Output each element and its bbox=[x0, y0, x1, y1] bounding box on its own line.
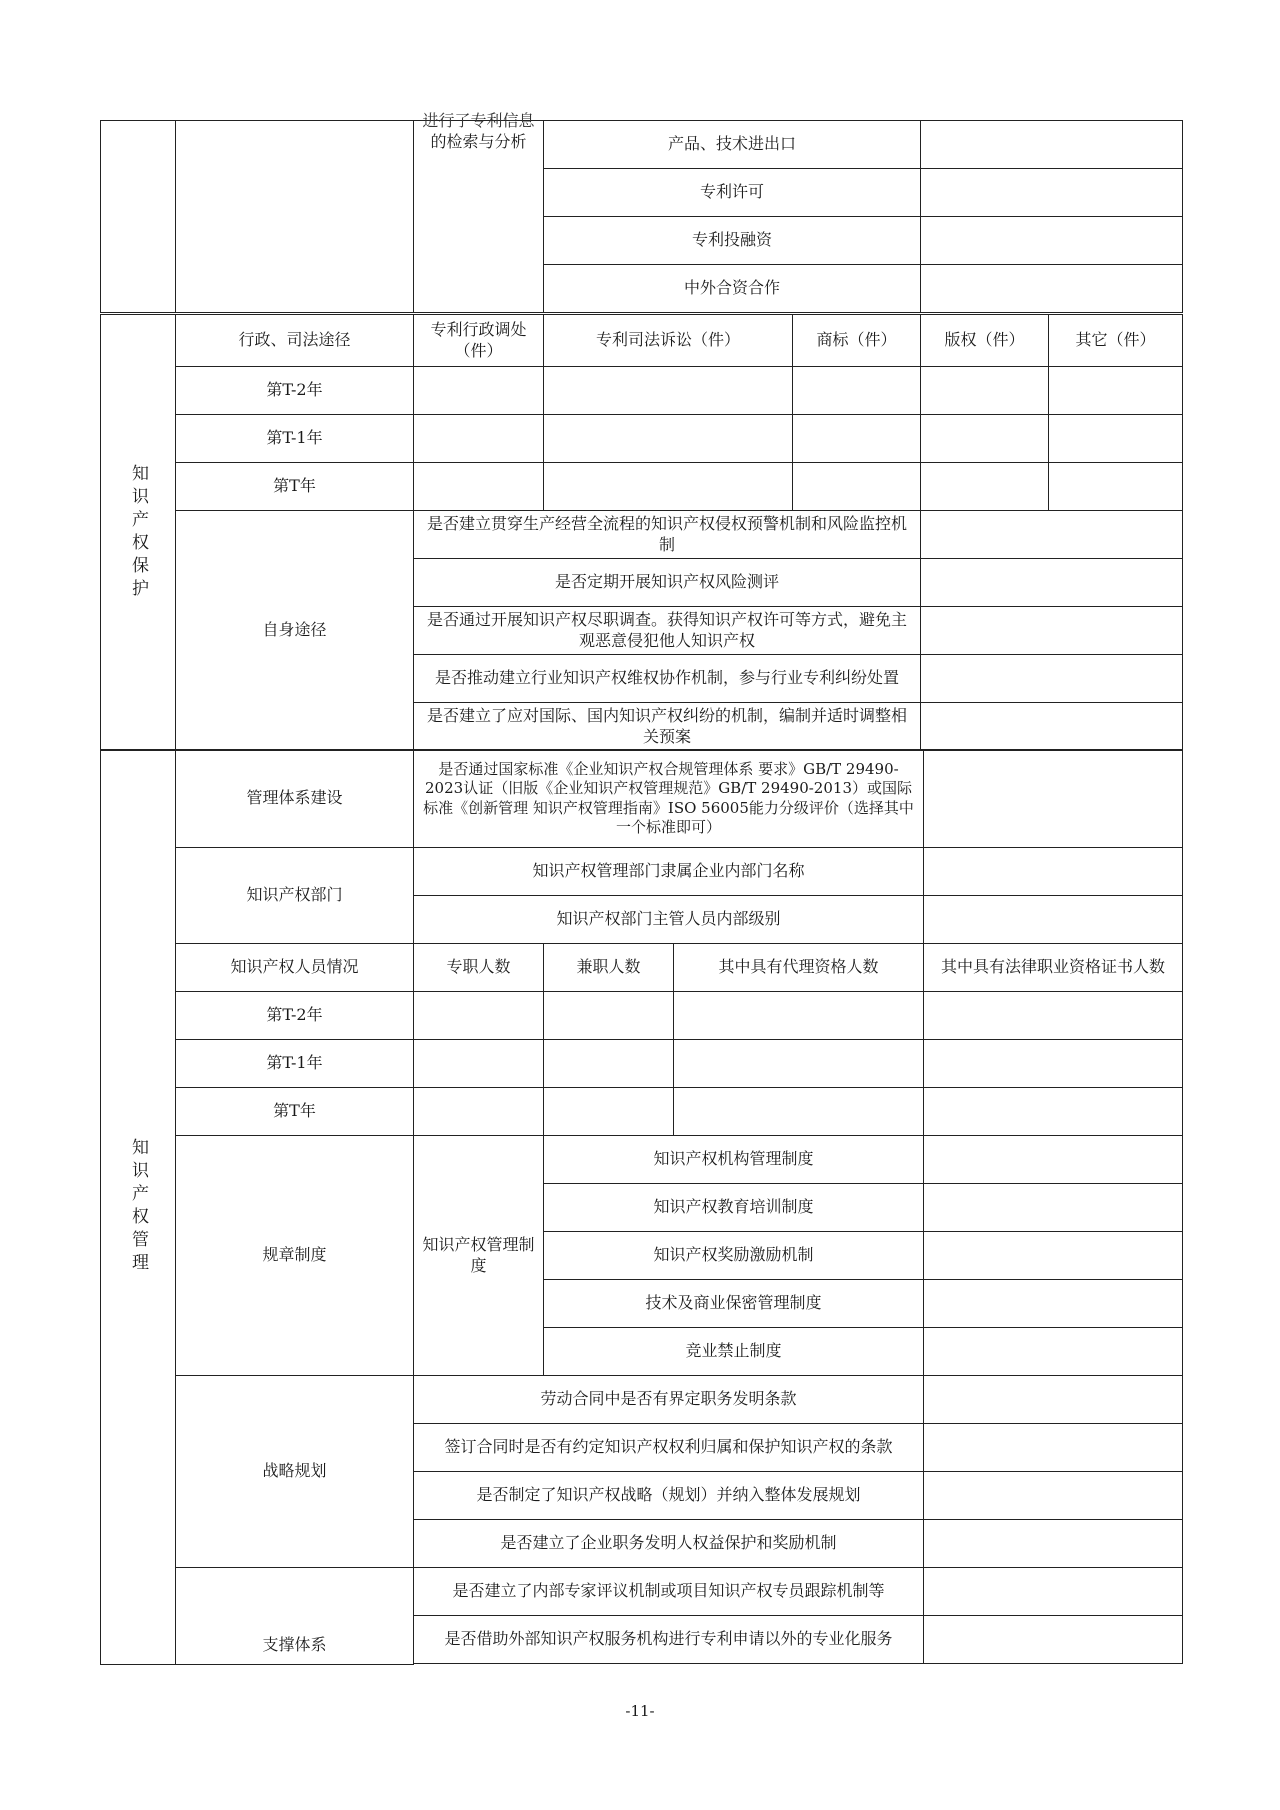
rules-answer bbox=[924, 1184, 1183, 1232]
self-item: 是否推动建立行业知识产权维权协作机制，参与行业专利纠纷处置 bbox=[414, 655, 921, 703]
admin-header: 版权（件） bbox=[921, 315, 1049, 367]
top-blank-cell bbox=[176, 121, 414, 313]
protection-admin-table bbox=[100, 314, 1183, 751]
top-row-label: 专利许可 bbox=[544, 169, 921, 217]
system-answer bbox=[924, 750, 1183, 848]
self-answer bbox=[921, 607, 1183, 655]
search-analysis-label: 的检索与分析 bbox=[430, 131, 527, 151]
strategy-answer bbox=[924, 1520, 1183, 1568]
dept-answer bbox=[924, 896, 1183, 944]
rules-item: 竞业禁止制度 bbox=[544, 1328, 924, 1376]
admin-label: 行政、司法途径 bbox=[176, 315, 414, 367]
self-label: 自身途径 bbox=[176, 511, 414, 751]
admin-header: 专利司法诉讼（件） bbox=[544, 315, 793, 367]
page-number: -11- bbox=[625, 1702, 655, 1720]
year-label: 第T年 bbox=[176, 463, 414, 511]
admin-header: 专利行政调处（件） bbox=[414, 315, 544, 367]
support-item: 是否借助外部知识产权服务机构进行专利申请以外的专业化服务 bbox=[414, 1616, 924, 1664]
self-item: 是否建立了应对国际、国内知识产权纠纷的机制，编制并适时调整相关预案 bbox=[414, 703, 921, 751]
admin-header: 其它（件） bbox=[1049, 315, 1183, 367]
strategy-item: 是否建立了企业职务发明人权益保护和奖励机制 bbox=[414, 1520, 924, 1568]
system-text: 是否通过国家标准《企业知识产权合规管理体系 要求》GB/T 29490-2023认证（旧版《企业知识产权管理规范》GB/T 29490-2013）或国际标准《创新管理 知识产权管理指南》ISO 56005能力分级评价（选择其中一个标准即可） bbox=[414, 750, 924, 848]
top-row-label: 中外合资合作 bbox=[544, 265, 921, 313]
self-answer bbox=[921, 703, 1183, 751]
management-table bbox=[100, 749, 1183, 1665]
self-item: 是否建立贯穿生产经营全流程的知识产权侵权预警机制和风险监控机制 bbox=[414, 511, 921, 559]
strategy-answer bbox=[924, 1424, 1183, 1472]
dept-item: 知识产权管理部门隶属企业内部门名称 bbox=[414, 848, 924, 896]
rules-item: 知识产权奖励激励机制 bbox=[544, 1232, 924, 1280]
rules-answer bbox=[924, 1328, 1183, 1376]
self-item: 是否通过开展知识产权尽职调查。获得知识产权许可等方式，避免主观恶意侵犯他人知识产权 bbox=[414, 607, 921, 655]
support-answer bbox=[924, 1616, 1183, 1664]
year-label: 第T年 bbox=[176, 1088, 414, 1136]
rules-answer bbox=[924, 1232, 1183, 1280]
cut-text: 进行了专利信息 bbox=[422, 111, 535, 130]
dept-answer bbox=[924, 848, 1183, 896]
staff-header: 其中具有法律职业资格证书人数 bbox=[924, 944, 1183, 992]
staff-header: 专职人数 bbox=[414, 944, 544, 992]
support-answer bbox=[924, 1568, 1183, 1616]
top-row-value bbox=[921, 217, 1183, 265]
rules-item: 知识产权机构管理制度 bbox=[544, 1136, 924, 1184]
top-table bbox=[100, 111, 1183, 313]
top-row-label: 产品、技术进出口 bbox=[544, 121, 921, 169]
year-label: 第T-2年 bbox=[176, 367, 414, 415]
rules-sub-label: 知识产权管理制度 bbox=[414, 1136, 544, 1376]
rules-answer bbox=[924, 1136, 1183, 1184]
staff-header: 其中具有代理资格人数 bbox=[674, 944, 924, 992]
self-answer bbox=[921, 655, 1183, 703]
rules-answer bbox=[924, 1280, 1183, 1328]
year-label: 第T-2年 bbox=[176, 992, 414, 1040]
top-row-value bbox=[921, 169, 1183, 217]
staff-header: 兼职人数 bbox=[544, 944, 674, 992]
search-analysis-cell bbox=[414, 111, 544, 313]
rules-label: 规章制度 bbox=[176, 1136, 414, 1376]
staff-label: 知识产权人员情况 bbox=[176, 944, 414, 992]
strategy-item: 是否制定了知识产权战略（规划）并纳入整体发展规划 bbox=[414, 1472, 924, 1520]
rules-item: 知识产权教育培训制度 bbox=[544, 1184, 924, 1232]
top-row-label: 专利投融资 bbox=[544, 217, 921, 265]
self-answer bbox=[921, 559, 1183, 607]
top-row-value bbox=[921, 265, 1183, 313]
protection-section-label: 知识产权保护 bbox=[101, 315, 176, 751]
self-answer bbox=[921, 511, 1183, 559]
strategy-answer bbox=[924, 1376, 1183, 1424]
dept-label: 知识产权部门 bbox=[176, 848, 414, 944]
top-left-cell bbox=[101, 121, 176, 313]
year-label: 第T-1年 bbox=[176, 1040, 414, 1088]
top-row-value bbox=[921, 121, 1183, 169]
self-item: 是否定期开展知识产权风险测评 bbox=[414, 559, 921, 607]
strategy-label: 战略规划 bbox=[176, 1376, 414, 1568]
year-label: 第T-1年 bbox=[176, 415, 414, 463]
rules-item: 技术及商业保密管理制度 bbox=[544, 1280, 924, 1328]
strategy-item: 签订合同时是否有约定知识产权权利归属和保护知识产权的条款 bbox=[414, 1424, 924, 1472]
system-label: 管理体系建设 bbox=[176, 750, 414, 848]
admin-header: 商标（件） bbox=[793, 315, 921, 367]
strategy-item: 劳动合同中是否有界定职务发明条款 bbox=[414, 1376, 924, 1424]
dept-item: 知识产权部门主管人员内部级别 bbox=[414, 896, 924, 944]
management-section-label: 知识产权管理 bbox=[101, 750, 176, 1665]
support-item: 是否建立了内部专家评议机制或项目知识产权专员跟踪机制等 bbox=[414, 1568, 924, 1616]
support-label: 支撑体系 bbox=[176, 1568, 414, 1665]
strategy-answer bbox=[924, 1472, 1183, 1520]
